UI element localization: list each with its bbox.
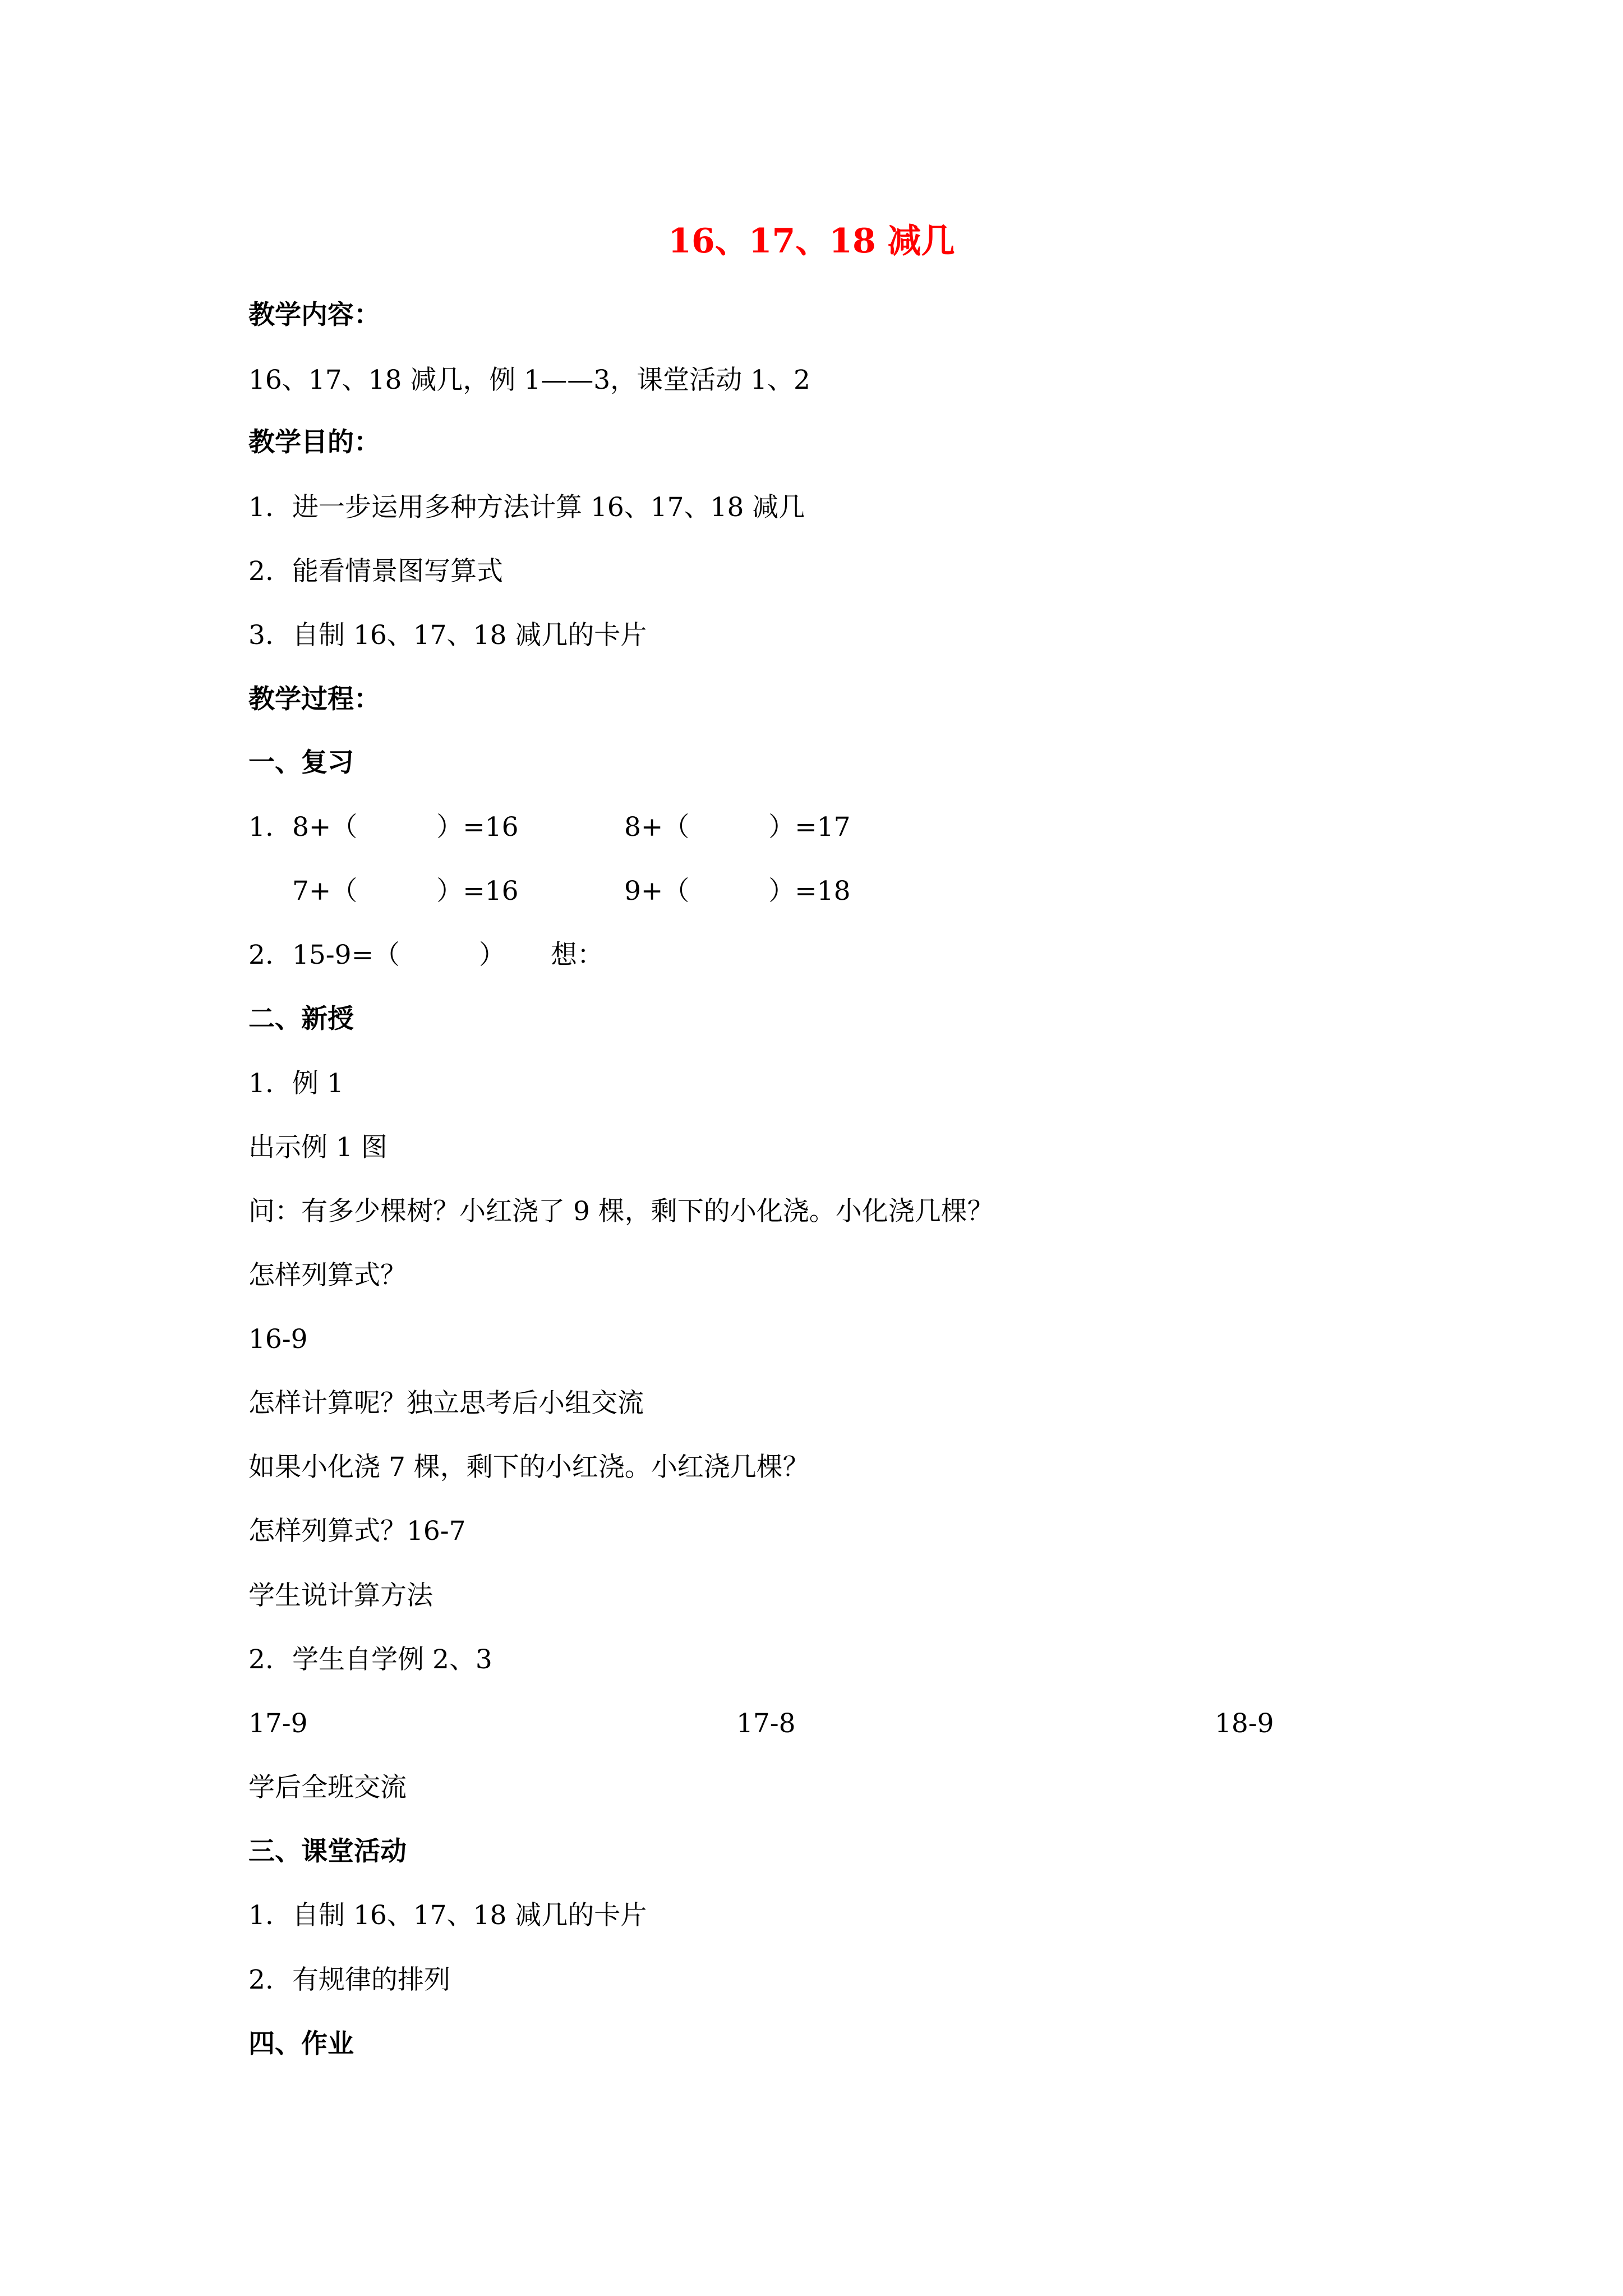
goal-heading: 教学目的：: [248, 427, 380, 458]
example-item: [248, 1064, 344, 1104]
formula: 18-9: [1215, 1708, 1274, 1739]
activity-text: 有规律的排列: [292, 1964, 450, 1995]
page-title: 16、17、18 减几: [668, 222, 955, 261]
review-equation: 7+（ ）=16: [292, 876, 519, 907]
content-text: 16、17、18 减几，例 1——3，课堂活动 1、2: [248, 365, 810, 395]
example-number: 2.: [248, 1644, 274, 1675]
example-text: 学生自学例 2、3: [292, 1644, 492, 1675]
new-lesson-heading: 二、新授: [248, 1004, 354, 1034]
process-heading: 教学过程：: [248, 684, 380, 715]
formula: 16-9: [248, 1324, 308, 1355]
example-text: 例 1: [292, 1068, 344, 1099]
activity-heading: 三、课堂活动: [248, 1836, 407, 1867]
paragraph: 学后全班交流: [248, 1772, 407, 1803]
goal-number: 2.: [248, 556, 274, 587]
review-heading: 一、复习: [248, 747, 354, 778]
paragraph: 问：有多少棵树？小红浇了 9 棵，剩下的小化浇。小化浇几棵？: [248, 1196, 994, 1227]
goal-item: [248, 551, 503, 592]
review-equation: 9+（ ）=18: [624, 876, 851, 907]
goal-text: 能看情景图写算式: [292, 556, 503, 587]
activity-item: [248, 1960, 450, 2000]
content-heading: 教学内容：: [248, 300, 380, 330]
paragraph: 怎样计算呢？独立思考后小组交流: [248, 1388, 644, 1419]
example-number: 1.: [248, 1068, 274, 1099]
think-label: 想：: [551, 940, 603, 970]
paragraph: 如果小化浇 7 棵，剩下的小红浇。小红浇几棵？: [248, 1452, 809, 1483]
review-number: 1.: [248, 812, 274, 843]
review-equation: 8+（ ）=17: [624, 812, 851, 843]
paragraph: 怎样列算式？: [248, 1260, 407, 1291]
goal-text: 自制 16、17、18 减几的卡片: [292, 620, 647, 651]
goal-number: 3.: [248, 620, 274, 651]
activity-number: 1.: [248, 1900, 274, 1931]
review-equation: 15-9=（ ）: [292, 940, 505, 970]
review-number: 2.: [248, 940, 274, 970]
activity-number: 2.: [248, 1964, 274, 1995]
goal-item: [248, 615, 647, 656]
activity-item: [248, 1895, 647, 1936]
goal-text: 进一步运用多种方法计算 16、17、18 减几: [292, 492, 805, 523]
review-equation: 8+（ ）=16: [292, 812, 519, 843]
paragraph: 学生说计算方法: [248, 1580, 433, 1611]
example-item: [248, 1640, 492, 1680]
goal-number: 1.: [248, 492, 274, 523]
paragraph: 怎样列算式？16-7: [248, 1516, 466, 1547]
activity-text: 自制 16、17、18 减几的卡片: [292, 1900, 647, 1931]
formula: 17-9: [248, 1708, 308, 1739]
goal-item: [248, 487, 805, 528]
homework-heading: 四、作业: [248, 2028, 354, 2059]
paragraph: 出示例 1 图: [248, 1132, 388, 1163]
formula: 17-8: [736, 1708, 796, 1739]
